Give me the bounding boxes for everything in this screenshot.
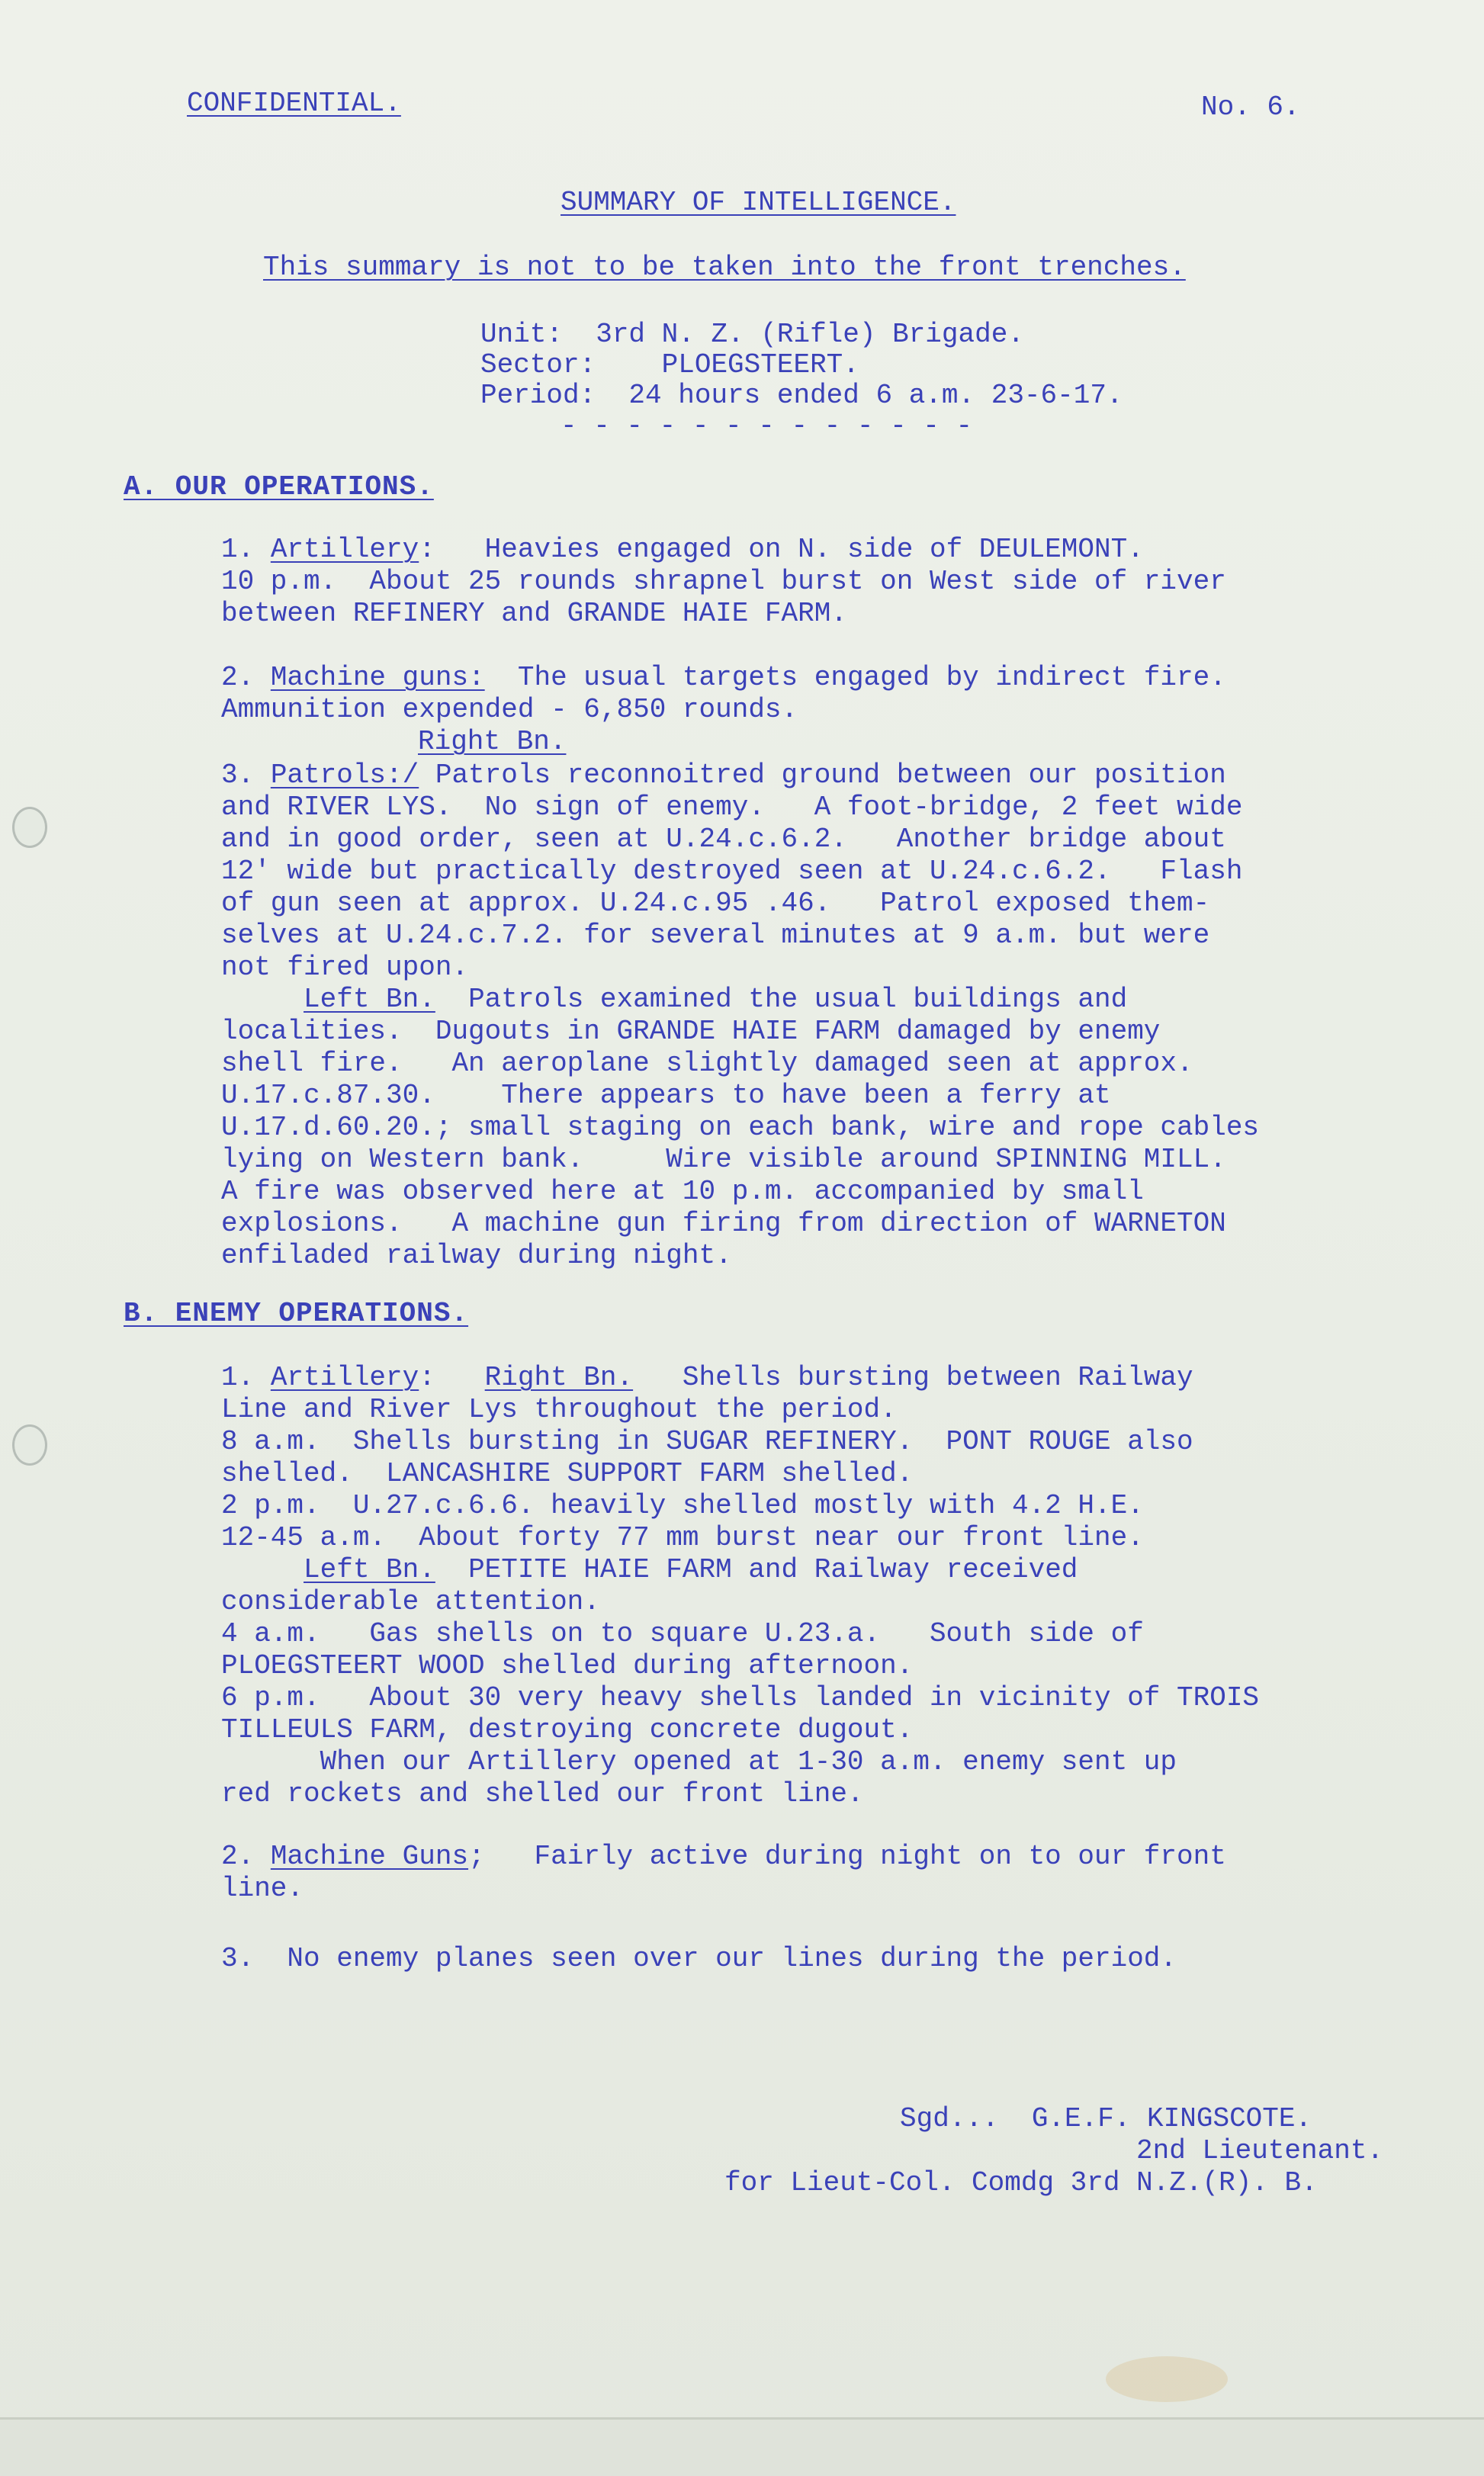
a-left-bn-label: Left Bn. [304,984,435,1015]
a-patrols-paragraph [221,759,1242,984]
b-machine-guns-label: Machine Guns [270,1841,469,1872]
a-artillery-label: Artillery [270,534,419,565]
b-left-bn-paragraph [221,1554,1259,1810]
a-right-bn-label: Right Bn. [418,726,567,757]
b-artillery-paragraph [221,1362,1193,1554]
page-bottom-edge [0,2417,1484,2476]
a-artillery-paragraph [221,534,1226,630]
sector-line: Sector: PLOEGSTEERT. [480,349,859,381]
a-artillery-text: : Heavies engaged on N. side of DEULEMONT. 10 p.m. About 25 rounds shrapnel burst on West side of river between REFINERY and GRANDE HAIE FARM. [221,534,1226,629]
a-left-bn-paragraph [221,984,1259,1272]
b-machine-guns-text: ; Fairly active during night on to our front line. [221,1841,1226,1904]
document-number: No. 6. [1201,92,1300,123]
signature-line: Sgd... G.E.F. KINGSCOTE. [900,2103,1312,2134]
a-machine-guns-paragraph [221,662,1226,726]
b-right-bn-label: Right Bn. [484,1362,634,1393]
a-patrols-label: Patrols:/ [270,759,419,791]
separator-rule: - - - - - - - - - - - - - [561,410,973,442]
punch-hole-icon [12,807,47,848]
paper-stain [1106,2356,1228,2402]
a-patrols-text: Patrols reconnoitred ground between our position and RIVER LYS. No sign of enemy. A foot-bridge, 2 feet wide and in good order, seen at U.24.c.6.2. Another bridge about 12' wide but practically destroyed seen at U.24.c.6.2. Flash of gun seen at approx. U.24.c.95 .46. Patrol exposed them- selves at U.24.c.7.2. for several minutes at 9 a.m. but were not fired upon. [221,759,1243,983]
a-machine-guns-text: The usual targets engaged by indirect fire. Ammunition expended - 6,850 rounds. [221,662,1226,725]
section-a-heading: A. OUR OPERATIONS. [124,471,434,503]
b-planes-line: 3. No enemy planes seen over our lines during the period. [221,1943,1177,1974]
classification-label: CONFIDENTIAL. [187,88,401,119]
b-machine-guns-number: 2. [221,1841,271,1872]
b-artillery-label: Artillery [270,1362,419,1393]
a-machine-guns-number: 2. [221,662,271,693]
b-machine-guns-paragraph [221,1841,1226,1905]
document-title: SUMMARY OF INTELLIGENCE. [561,187,956,218]
a-machine-guns-label: Machine guns: [270,662,485,693]
punch-hole-icon [12,1424,47,1466]
b-left-bn-text: PETITE HAIE FARM and Railway received considerable attention. 4 a.m. Gas shells on to square U.23.a. South side of PLOEGSTEERT WOOD shelled during afternoon. 6 p.m. About 30 very heavy shells landed in vicinity of TROIS TILLEULS FARM, destroying concrete dugout. When our Artillery opened at 1-30 a.m. enemy sent up red rockets and shelled our front line. [221,1554,1260,1810]
warning-line: This summary is not to be taken into the front trenches. [263,252,1186,283]
signature-rank: 2nd Lieutenant. [1136,2135,1384,2166]
a-left-bn-text: Patrols examined the usual buildings and localities. Dugouts in GRANDE HAIE FARM damaged by enemy shell fire. An aeroplane slightly damaged seen at approx. U.17.c.87.30. There appears to have been a ferry at U.17.d.60.20.; small staging on each bank, wire and rope cables lying on Western bank. Wire visible around SPINNING MILL. A fire was observed here at 10 p.m. accompanied by small explosions. A machine gun firing from direction of WARNETON enfiladed railway during night. [221,984,1260,1271]
b-artillery-number: 1. [221,1362,271,1393]
a-artillery-number: 1. [221,534,271,565]
signature-for-line: for Lieut-Col. Comdg 3rd N.Z.(R). B. [724,2167,1318,2198]
section-b-heading: B. ENEMY OPERATIONS. [124,1298,469,1329]
b-artillery-text: Shells bursting between Railway Line and River Lys throughout the period. 8 a.m. Shells bursting in SUGAR REFINERY. PONT ROUGE also shelled. LANCASHIRE SUPPORT FARM shelled. 2 p.m. U.27.c.6.6. heavily shelled mostly with 4.2 H.E. 12-45 a.m. About forty 77 mm burst near our front line. [221,1362,1193,1553]
period-line: Period: 24 hours ended 6 a.m. 23-6-17. [480,380,1123,411]
a-patrols-number: 3. [221,759,271,791]
b-left-bn-label: Left Bn. [304,1554,435,1585]
b-artillery-colon: : [419,1362,485,1393]
unit-line: Unit: 3rd N. Z. (Rifle) Brigade. [480,319,1024,350]
